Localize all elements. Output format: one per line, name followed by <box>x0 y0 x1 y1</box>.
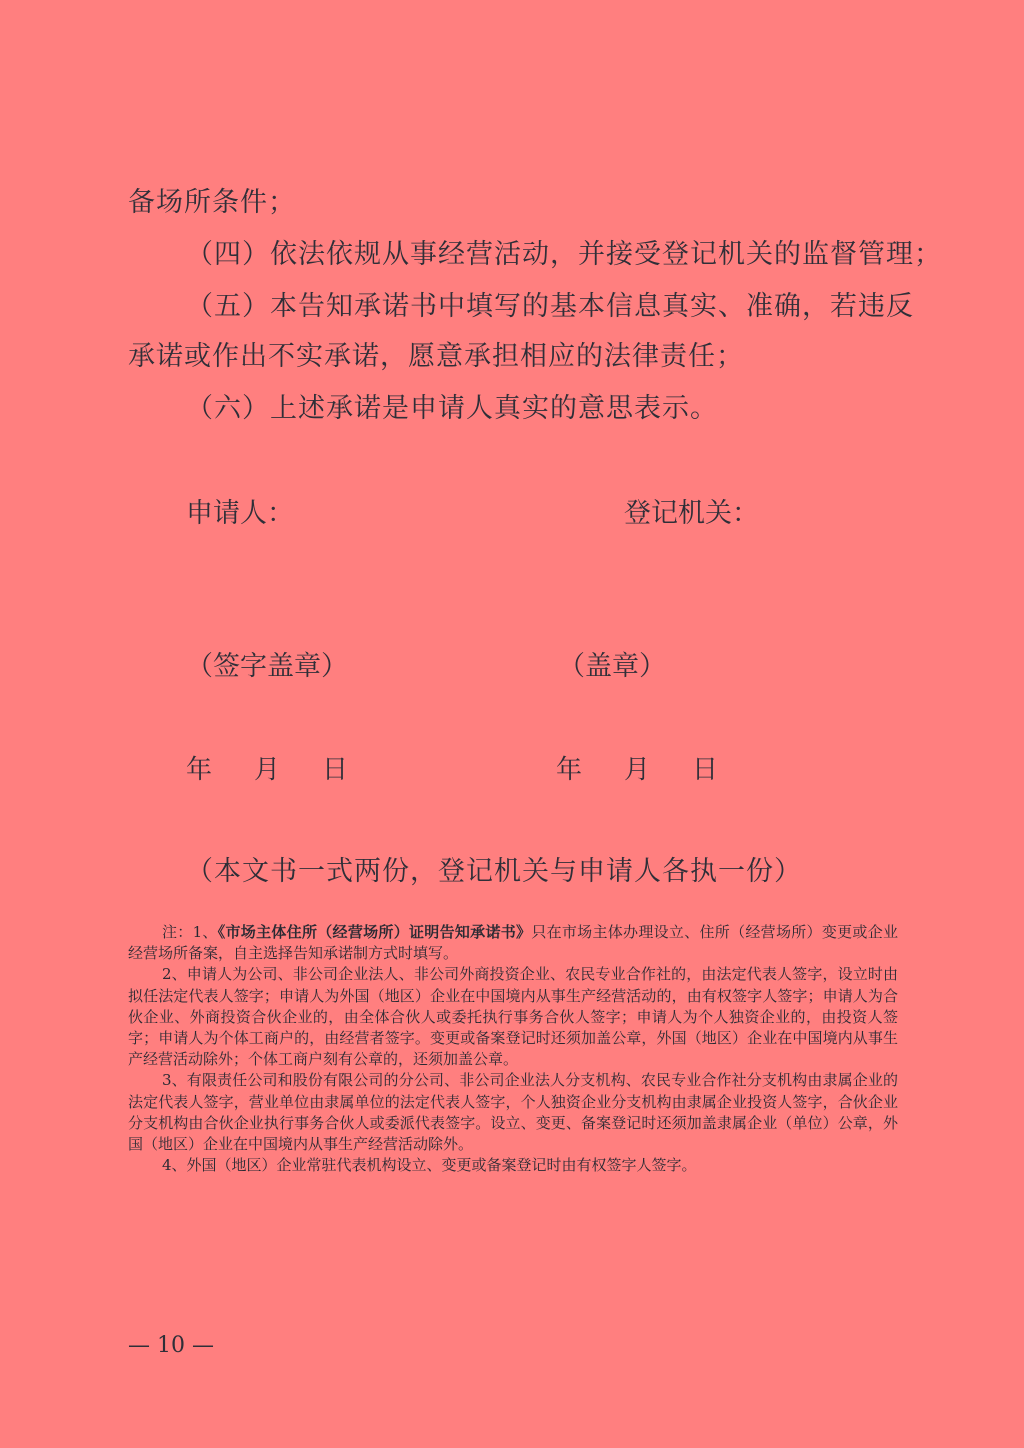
applicant-date-day: 日 <box>322 755 349 785</box>
page-number: — 10 — <box>128 1333 214 1358</box>
footnote-3: 3、有限责任公司和股份有限公司的分公司、非公司企业法人分支机构、农民专业合作社分支机构由隶属企业的法定代表人签字，营业单位由隶属单位的法定代表人签字，个人独资企业分支机构由隶属企业投资人签字，合伙企业分支机构由合伙企业执行事务合伙人或委派代表签字。设立、变更、备案登记时还须加盖隶属企业（单位）公章，外国（地区）企业在中国境内从事生产经营活动除外。 <box>128 1071 898 1154</box>
pledge-item-5-line2: 承诺或作出不实承诺，愿意承担相应的法律责任； <box>128 341 744 372</box>
authority-date-day: 日 <box>692 755 719 785</box>
footnote-2: 2、申请人为公司、非公司企业法人、非公司外商投资企业、农民专业合作社的，由法定代表人签字，设立时由拟任法定代表人签字；申请人为外国（地区）企业在中国境内从事生产经营活动的，由有权签字人签字；申请人为合伙企业、外商投资合伙企业的，由全体合伙人或委托执行事务合伙人签字；申请人为个人独资企业的，由投资人签字；申请人为个体工商户的，由经营者签字。变更或备案登记时还须加盖公章，外国（地区）企业在中国境内从事生产经营活动除外；个体工商户刻有公章的，还须加盖公章。 <box>128 965 898 1069</box>
footnotes <box>128 922 898 1176</box>
footnote-1 <box>128 922 898 964</box>
authority-date-year: 年 <box>556 755 583 785</box>
authority-seal-label: （盖章） <box>558 651 666 682</box>
authority-date-month: 月 <box>624 755 651 785</box>
applicant-label: 申请人： <box>186 498 294 529</box>
footnote-1-document-title: 《市场主体住所（经营场所）证明告知承诺书》 <box>217 923 532 941</box>
pledge-item-5-line1: （五）本告知承诺书中填写的基本信息真实、准确，若违反 <box>186 291 914 322</box>
copies-note: （本文书一式两份，登记机关与申请人各执一份） <box>186 856 802 887</box>
footnote-4: 4、外国（地区）企业常驻代表机构设立、变更或备案登记时由有权签字人签字。 <box>162 1156 697 1175</box>
applicant-date-month: 月 <box>254 755 281 785</box>
footnote-1-text: 只在市场主体办理设立、住所（经营场所）变更或企业经营场所备案，自主选择告知承诺制方式时填写。 <box>128 923 898 963</box>
body-line-premises: 备场所条件； <box>128 187 296 218</box>
pledge-item-4: （四）依法依规从事经营活动，并接受登记机关的监督管理； <box>186 239 942 270</box>
pledge-item-6: （六）上述承诺是申请人真实的意思表示。 <box>186 393 718 424</box>
applicant-seal-label: （签字盖章） <box>186 651 348 682</box>
authority-label: 登记机关： <box>624 498 759 529</box>
footnote-1-prefix: 注：1、 <box>162 923 218 941</box>
applicant-date-year: 年 <box>186 755 213 785</box>
